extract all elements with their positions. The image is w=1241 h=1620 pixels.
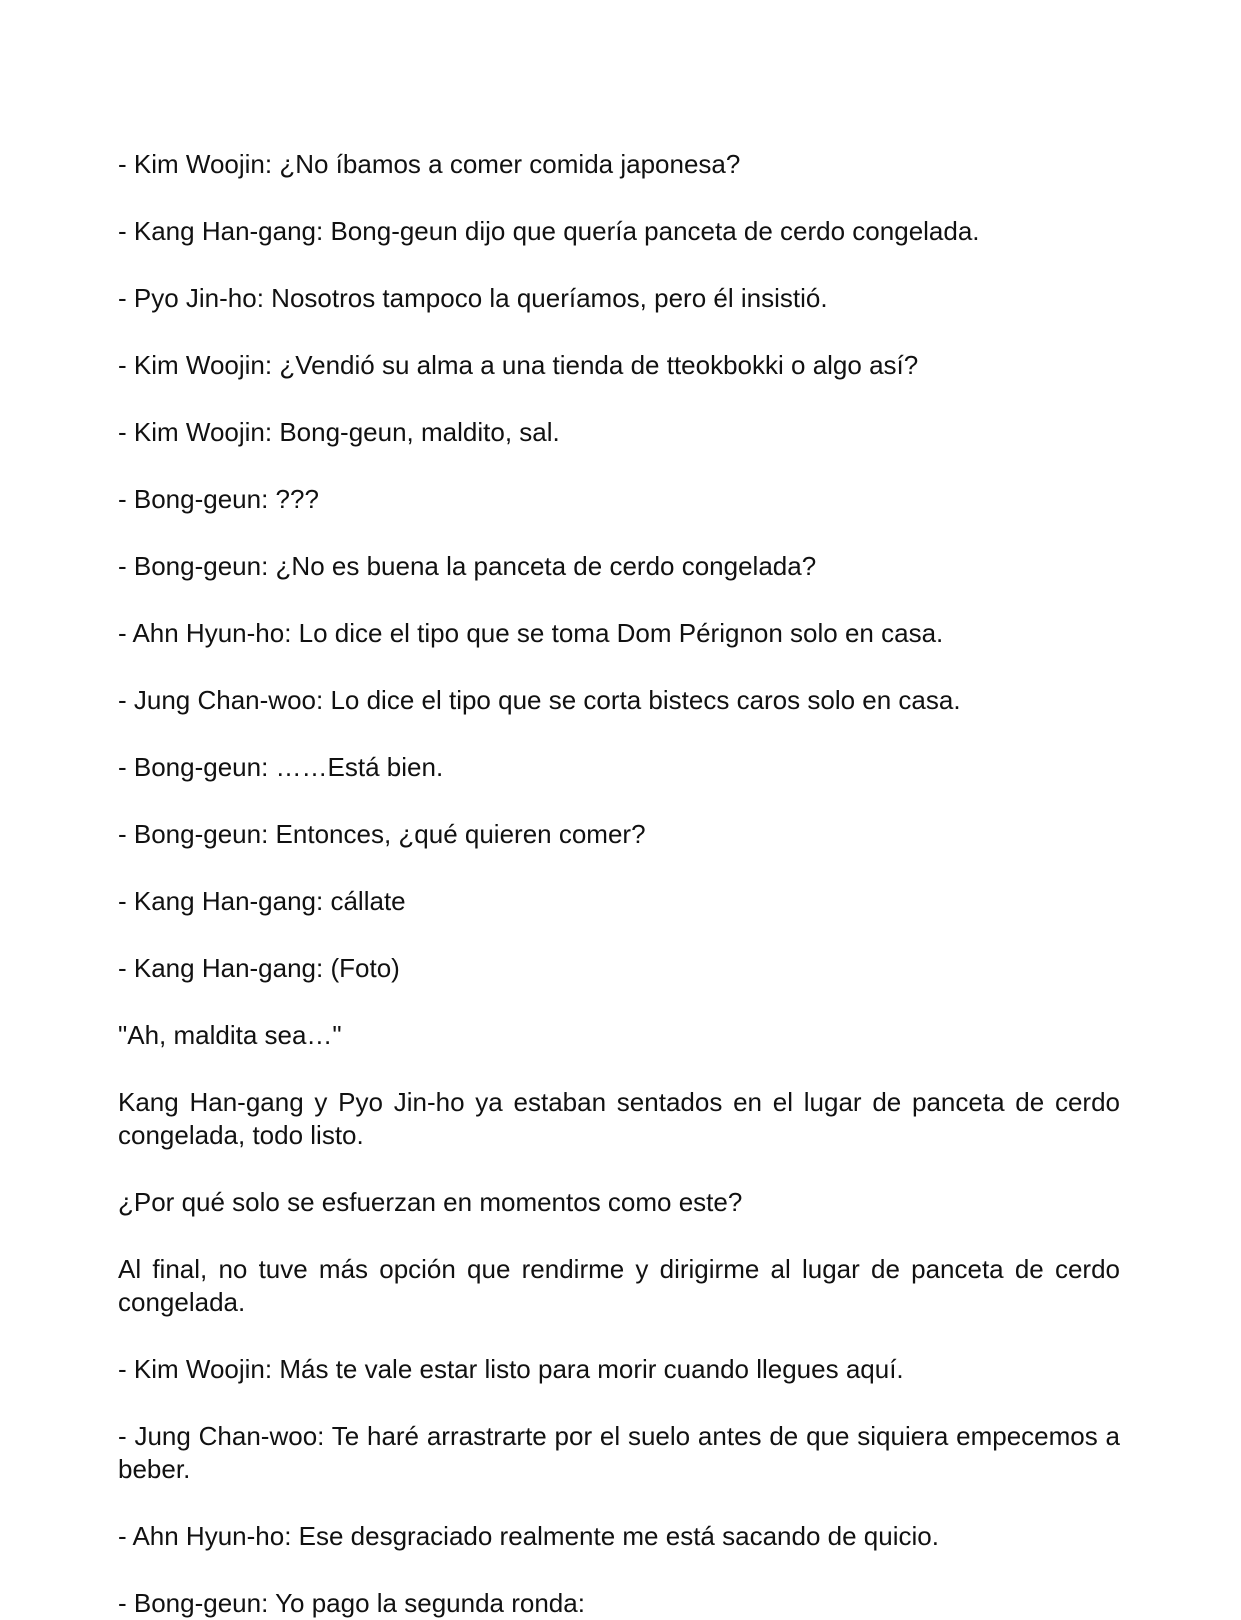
chat-line: - Kim Woojin: ¿No íbamos a comer comida japonesa? bbox=[118, 149, 741, 179]
chat-line: - Kim Woojin: ¿Vendió su alma a una tienda de tteokbokki o algo así? bbox=[118, 350, 919, 380]
chat-line: - Bong-geun: Yo pago la segunda ronda: bbox=[118, 1588, 585, 1618]
chat-line: - Kang Han-gang: cállate bbox=[118, 886, 406, 916]
chat-line: - Bong-geun: ¿No es buena la panceta de cerdo congelada? bbox=[118, 551, 817, 581]
narration-paragraph: ¿Por qué solo se esfuerzan en momentos como este? bbox=[118, 1187, 743, 1217]
chat-line: - Bong-geun: Entonces, ¿qué quieren comer? bbox=[118, 819, 646, 849]
chat-line: - Jung Chan-woo: Te haré arrastrarte por el suelo antes de que siquiera empecemos a beber. bbox=[118, 1421, 1120, 1484]
chat-line: - Kang Han-gang: (Foto) bbox=[118, 953, 400, 983]
narration-paragraph: Al final, no tuve más opción que rendirme y dirigirme al lugar de panceta de cerdo congelada. bbox=[118, 1254, 1120, 1317]
narration-line: "Ah, maldita sea…" bbox=[118, 1020, 342, 1050]
chat-line: - Jung Chan-woo: Lo dice el tipo que se corta bistecs caros solo en casa. bbox=[118, 685, 961, 715]
chat-line: - Kim Woojin: Bong-geun, maldito, sal. bbox=[118, 417, 560, 447]
chat-line: - Pyo Jin-ho: Nosotros tampoco la queríamos, pero él insistió. bbox=[118, 283, 828, 313]
chat-line: - Bong-geun: ??? bbox=[118, 484, 319, 514]
chat-line: - Bong-geun: ……Está bien. bbox=[118, 752, 444, 782]
narration-paragraph: Kang Han-gang y Pyo Jin-ho ya estaban sentados en el lugar de panceta de cerdo congelada, todo listo. bbox=[118, 1087, 1120, 1150]
chat-line: - Kang Han-gang: Bong-geun dijo que quería panceta de cerdo congelada. bbox=[118, 216, 980, 246]
chat-line: - Ahn Hyun-ho: Lo dice el tipo que se toma Dom Pérignon solo en casa. bbox=[118, 618, 944, 648]
chat-line: - Kim Woojin: Más te vale estar listo para morir cuando llegues aquí. bbox=[118, 1354, 904, 1384]
document-body bbox=[118, 148, 1120, 1620]
chat-line: - Ahn Hyun-ho: Ese desgraciado realmente me está sacando de quicio. bbox=[118, 1521, 939, 1551]
